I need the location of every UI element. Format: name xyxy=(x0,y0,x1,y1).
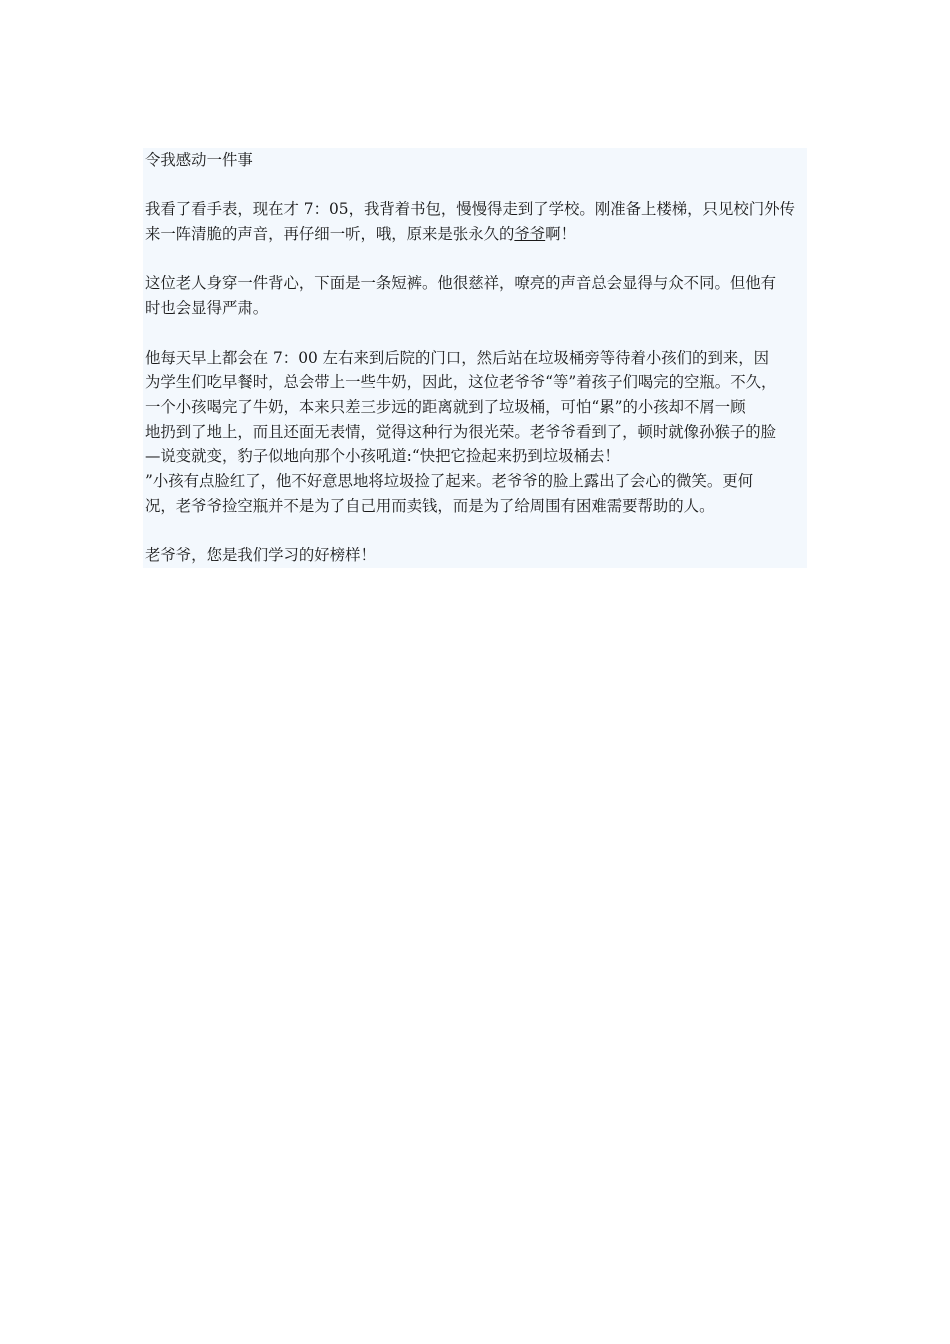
paragraph-spacer xyxy=(145,518,807,543)
paragraph-2-line-2: 时也会显得严肃。 xyxy=(145,299,269,318)
paragraph-spacer xyxy=(145,321,807,346)
paragraph-2-line-1: 这位老人身穿一件背心，下面是一条短裤。他很慈祥，嘹亮的声音总会显得与众不同。但他有 xyxy=(145,274,777,293)
paragraph-1-text-end: 啊！ xyxy=(545,225,576,244)
paragraph-1-line-2 xyxy=(145,222,807,247)
paragraph-3-line-3: 一个小孩喝完了牛奶，本来只差三步远的距离就到了垃圾桶，可怕“累”的小孩却不屑一顾 xyxy=(145,397,746,416)
paragraph-1-text: 来一阵清脆的声音，再仔细一听，哦，原来是张永久的 xyxy=(145,225,515,244)
paragraph-1-line-1: 我看了看手表，现在才 7：05，我背着书包，慢慢得走到了学校。刚准备上楼梯，只见校门外传 xyxy=(145,200,795,219)
article-block xyxy=(143,148,807,568)
paragraph-3-line-4: 地扔到了地上，而且还面无表情，觉得这种行为很光荣。老爷爷看到了，顿时就像孙猴子的脸 xyxy=(145,422,777,441)
article-title: 令我感动一件事 xyxy=(145,151,253,169)
paragraph-3-line-2: 为学生们吃早餐时，总会带上一些牛奶，因此，这位老爷爷“等”着孩子们喝完的空瓶。不久， xyxy=(145,373,777,392)
paragraph-spacer xyxy=(145,247,807,272)
paragraph-spacer xyxy=(145,173,807,198)
paragraph-3-line-6: ”小孩有点脸红了，他不好意思地将垃圾捡了起来。老爷爷的脸上露出了会心的微笑。更何 xyxy=(145,471,754,490)
grandpa-link[interactable]: 爷爷 xyxy=(514,225,546,244)
paragraph-4-line-1: 老爷爷，您是我们学习的好榜样！ xyxy=(145,546,376,564)
paragraph-3-line-5: —说变就变，豹子似地向那个小孩吼道:“快把它捡起来扔到垃圾桶去！ xyxy=(145,447,620,466)
paragraph-3-line-7: 况，老爷爷捡空瓶并不是为了自己用而卖钱，而是为了给周围有困难需要帮助的人。 xyxy=(145,496,715,515)
paragraph-3-line-1: 他每天早上都会在 7：00 左右来到后院的门口，然后站在垃圾桶旁等待着小孩们的到来，因 xyxy=(145,348,770,367)
